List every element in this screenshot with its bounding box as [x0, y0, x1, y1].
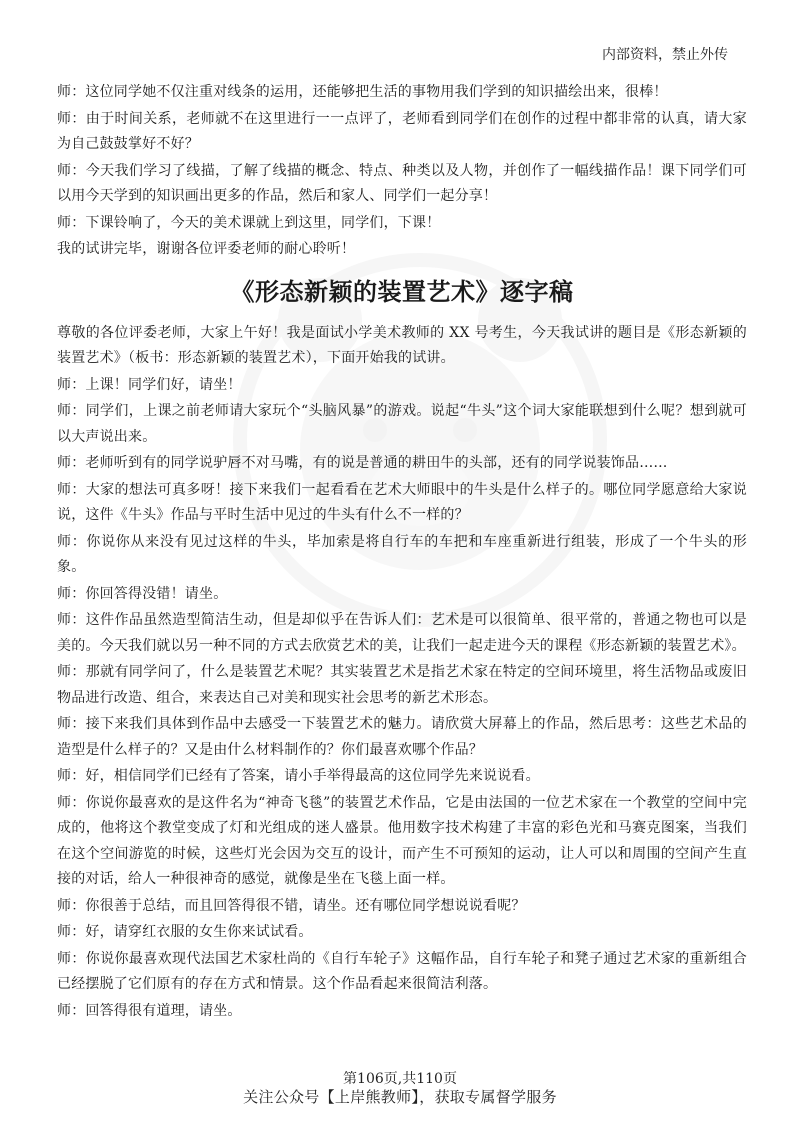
paragraph: 师：你说你最喜欢现代法国艺术家杜尚的《自行车轮子》这幅作品，自行车轮子和凳子通过艺术家的重新组合已经摆脱了它们原有的存在方式和情景。这个作品看起来很简洁利落。 [57, 950, 747, 992]
intro-paragraph: 我的试讲完毕，谢谢各位评委老师的耐心聆听！ [57, 241, 356, 257]
paragraph: 师：那就有同学问了，什么是装置艺术呢？其实装置艺术是指艺术家在特定的空间环境里，将生活物品或废旧物品进行改造、组合，来表达自己对美和现实社会思考的新艺术形态。 [57, 664, 747, 706]
document-body [57, 80, 747, 1025]
paragraph: 师：老师听到有的同学说驴唇不对马嘴，有的说是普通的耕田牛的头部，还有的同学说装饰品…… [57, 455, 668, 471]
paragraph: 师：上课！同学们好，请坐！ [57, 376, 242, 393]
paragraph: 尊敬的各位评委老师，大家上午好！我是面试小学美术教师的 XX 号考生，今天我试讲的题目是《形态新颖的装置艺术》（板书：形态新颖的装置艺术），下面开始我的试讲。 [57, 324, 747, 366]
paragraph: 师：你说你从来没有见过这样的牛头，毕加索是将自行车的车把和车座重新进行组装，形成了一个牛头的形象。 [57, 533, 747, 575]
paragraph: 师：大家的想法可真多呀！接下来我们一起看看在艺术大师眼中的牛头是什么样子的。哪位同学愿意给大家说说，这件《牛头》作品与平时生活中见过的牛头有什么不一样的？ [57, 481, 747, 523]
confidential-note: 内部资料，禁止外传 [602, 47, 728, 63]
paragraph: 师：好，请穿红衣服的女生你来试试看。 [57, 924, 313, 940]
section-title: 《形态新颖的装置艺术》逐字稿 [230, 276, 574, 306]
paragraph: 师：接下来我们具体到作品中去感受一下装置艺术的魅力。请欣赏大屏幕上的作品，然后思考：这些艺术品的造型是什么样子的？又是由什么材料制作的？你们最喜欢哪个作品？ [57, 716, 747, 758]
paragraph: 师：你回答得没错！请坐。 [57, 585, 228, 602]
intro-paragraph: 师：由于时间关系，老师就不在这里进行一一点评了，老师看到同学们在创作的过程中都非常的认真，请大家为自己鼓鼓掌好不好？ [57, 110, 747, 152]
footer-promo: 关注公众号【上岸熊教师】，获取专属督学服务 [243, 1088, 557, 1106]
paragraph: 师：同学们，上课之前老师请大家玩个“头脑风暴”的游戏。说起“牛头”这个词大家能联想到什么呢？想到就可以大声说出来。 [57, 403, 747, 445]
intro-paragraph: 师：今天我们学习了线描，了解了线描的概念、特点、种类以及人物，并创作了一幅线描作品！课下同学们可以用今天学到的知识画出更多的作品，然后和家人、同学们一起分享！ [57, 162, 747, 204]
page-number: 第106页,共110页 [343, 1071, 457, 1087]
intro-paragraph: 师：这位同学她不仅注重对线条的运用，还能够把生活的事物用我们学到的知识描绘出来，很棒！ [57, 84, 668, 100]
intro-paragraph: 师：下课铃响了，今天的美术课就上到这里，同学们，下课！ [57, 214, 441, 231]
paragraph: 师：这件作品虽然造型简洁生动，但是却似乎在告诉人们：艺术是可以很简单、很平常的，普通之物也可以是美的。今天我们就以另一种不同的方式去欣赏艺术的美，让我们一起走进今天的课程《形态新颖的装置艺术》。 [57, 612, 747, 654]
paragraph: 师：回答得很有道理，请坐。 [57, 1002, 242, 1019]
paragraph: 师：你很善于总结，而且回答得很不错，请坐。还有哪位同学想说说看呢？ [57, 897, 526, 914]
paragraph: 师：你说你最喜欢的是这件名为“神奇飞毯”的装置艺术作品，它是由法国的一位艺术家在一个教堂的空间中完成的，他将这个教堂变成了灯和光组成的迷人盛景。他用数字技术构建了丰富的彩色光和马赛克图案，当我们在这个空间游览的时候，这些灯光会因为交互的设计，而产生不可预知的运动，让人可以和周围的空间产生直接的对话，给人一种很神奇的感觉，就像是坐在飞毯上面一样。 [57, 794, 747, 887]
paragraph: 师：好，相信同学们已经有了答案，请小手举得最高的这位同学先来说说看。 [57, 768, 540, 784]
